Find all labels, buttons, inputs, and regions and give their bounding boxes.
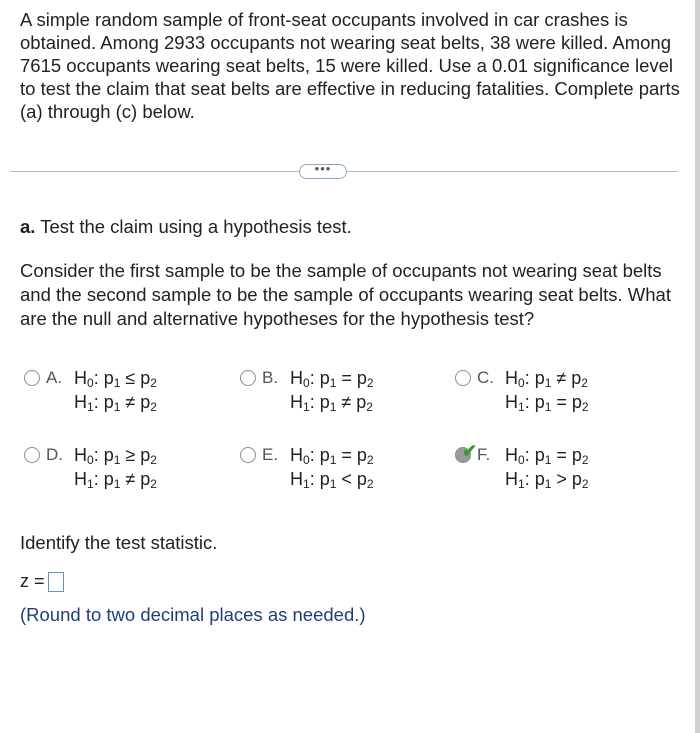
choice-e[interactable] — [240, 443, 374, 491]
choice-c[interactable] — [455, 366, 589, 414]
choice-letter: E. — [262, 445, 279, 464]
part-a-text: Test the claim using a hypothesis test. — [40, 216, 352, 237]
hypotheses-f: $H_0$: $p_1 = p_2$ $H_1$: $p_1 > p_2$ — [505, 445, 589, 491]
hypotheses-b: $H_0$: $p_1 = p_2$ $H_1$: $p_1 \ne p_2$ — [290, 368, 374, 414]
identify-text: Identify the test statistic. — [20, 532, 218, 553]
radio-e[interactable] — [240, 447, 256, 463]
round-note: (Round to two decimal places as needed.) — [20, 604, 366, 625]
radio-b[interactable] — [240, 370, 256, 386]
problem-text: A simple random sample of front-seat occupants involved in car crashes is obtained. Among 2933 occupants not wearing seat belts, 38 were killed. Among 7615 occupants wearing seat belts, 15 were killed. Use a 0.01 significance level to test the claim that seat belts are effective in reducing fatalities. Complete parts (a) through (c) below. — [20, 9, 680, 122]
choice-d[interactable] — [24, 443, 157, 491]
choice-letter: C. — [477, 368, 494, 387]
z-label: z = — [20, 571, 45, 591]
z-row — [20, 571, 64, 592]
choice-b[interactable] — [240, 366, 374, 414]
radio-a[interactable] — [24, 370, 40, 386]
part-a-heading — [20, 216, 352, 238]
expand-button[interactable]: ••• — [299, 164, 347, 179]
part-a-letter: a. — [20, 216, 36, 237]
hypotheses-e: $H_0$: $p_1 = p_2$ $H_1$: $p_1 < p_2$ — [290, 445, 374, 491]
choice-a[interactable] — [24, 366, 157, 414]
question-text: Consider the first sample to be the sample of occupants not wearing seat belts and the second sample to be the sample of occupants wearing seat belts. What are the null and alternative hypotheses for the hypothesis test? — [20, 260, 671, 329]
checkmark-icon: ✔ — [462, 441, 478, 461]
choice-letter: D. — [46, 445, 63, 464]
hypotheses-c: $H_0$: $p_1 \ne p_2$ $H_1$: $p_1 = p_2$ — [505, 368, 589, 414]
choice-letter: F. — [477, 445, 491, 464]
z-answer-input[interactable] — [48, 572, 64, 592]
radio-d[interactable] — [24, 447, 40, 463]
radio-f[interactable] — [455, 441, 478, 463]
choice-letter: B. — [262, 368, 279, 387]
choice-letter: A. — [46, 368, 63, 387]
hypotheses-a: $H_0$: $p_1 \le p_2$ $H_1$: $p_1 \ne p_2$ — [74, 368, 157, 414]
choice-f[interactable] — [455, 443, 589, 491]
hypotheses-d: $H_0$: $p_1 \ge p_2$ $H_1$: $p_1 \ne p_2$ — [74, 445, 157, 491]
scrollbar[interactable] — [695, 0, 700, 733]
radio-c[interactable] — [455, 370, 471, 386]
